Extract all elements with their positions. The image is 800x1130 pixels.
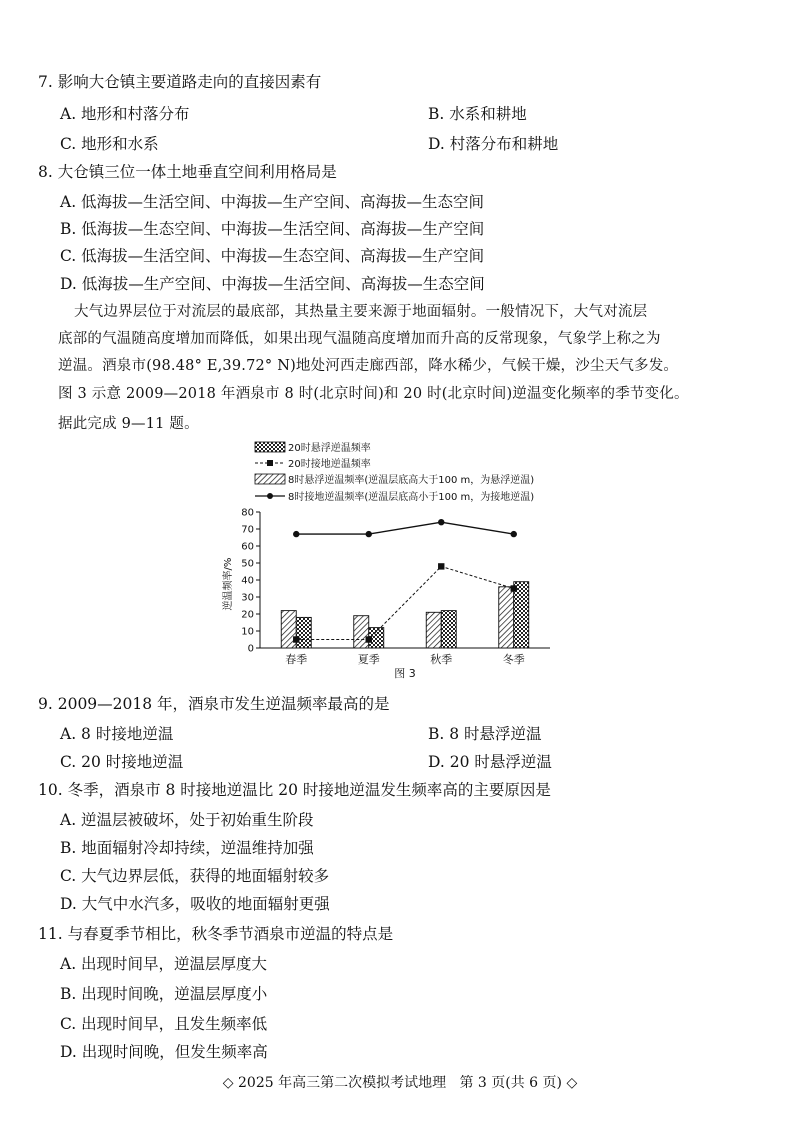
y-tick-label: 40 <box>241 575 254 587</box>
diamond-icon-left: ◇ <box>222 1075 234 1091</box>
passage-line-4: 图 3 示意 2009—2018 年酒泉市 8 时(北京时间)和 20 时(北京时间)逆温变化频率的季节变化。 <box>58 386 689 402</box>
legend-label-8h-ground: 8时接地逆温频率(逆温层底高小于100 m，为接地逆温) <box>288 492 535 503</box>
passage-line-3: 逆温。酒泉市(98.48° E,39.72° N)地处河西走廊西部，降水稀少，气候干燥，沙尘天气多发。 <box>58 358 679 374</box>
figure-3-chart <box>205 440 605 685</box>
question-10-stem: 10. 冬季，酒泉市 8 时接地逆温比 20 时接地逆温发生频率高的主要原因是 <box>38 781 551 799</box>
q8-option-b: B. 低海拔—生态空间、中海拔—生活空间、高海拔—生产空间 <box>60 220 485 238</box>
q8-option-c: C. 低海拔—生活空间、中海拔—生态空间、高海拔—生产空间 <box>60 247 485 265</box>
q11-option-c: C. 出现时间早，且发生频率低 <box>60 1015 268 1033</box>
passage-line-2: 底部的气温随高度增加而降低，如果出现气温随高度增加而升高的反常现象，气象学上称之为 <box>58 331 661 347</box>
q7-option-a: A. 地形和村落分布 <box>60 105 190 123</box>
q9-option-d: D. 20 时悬浮逆温 <box>428 753 552 771</box>
question-9-stem: 9. 2009—2018 年，酒泉市发生逆温频率最高的是 <box>38 695 390 713</box>
legend-label-20h-ground: 20时接地逆温频率 <box>288 459 371 470</box>
q11-option-a: A. 出现时间早，逆温层厚度大 <box>60 955 268 973</box>
q8-option-a: A. 低海拔—生活空间、中海拔—生产空间、高海拔—生态空间 <box>60 193 485 211</box>
q7-option-c: C. 地形和水系 <box>60 135 159 153</box>
bar-20h-suspended <box>296 617 311 648</box>
y-tick-label: 10 <box>241 626 254 638</box>
legend-marker-8h-ground <box>267 493 273 499</box>
bar-8h-suspended <box>499 587 514 648</box>
question-7-stem: 7. 影响大仓镇主要道路走向的直接因素有 <box>38 73 322 91</box>
chart-legend <box>255 441 534 503</box>
legend-swatch-20h-suspended <box>255 442 285 452</box>
legend-label-20h-suspended: 20时悬浮逆温频率 <box>288 443 371 454</box>
line-20h-ground <box>296 566 514 639</box>
line-8h-ground <box>296 522 514 534</box>
x-tick-label: 夏季 <box>357 653 380 666</box>
x-tick-label: 冬季 <box>502 653 525 666</box>
y-tick-label: 50 <box>241 558 254 570</box>
bar-8h-suspended <box>426 612 441 648</box>
q10-option-a: A. 逆温层被破坏，处于初始重生阶段 <box>60 811 314 829</box>
legend-swatch-8h-suspended <box>255 474 285 484</box>
diamond-icon-right: ◇ <box>566 1075 578 1091</box>
legend-label-8h-suspended: 8时悬浮逆温频率(逆温层底高大于100 m，为悬浮逆温) <box>288 475 535 486</box>
point-20h-ground <box>293 636 299 642</box>
y-tick-label: 20 <box>241 609 254 621</box>
bar-8h-suspended <box>354 616 369 648</box>
question-8-stem: 8. 大仓镇三位一体土地垂直空间利用格局是 <box>38 163 337 181</box>
point-8h-ground <box>293 531 299 537</box>
y-tick-label: 60 <box>241 541 254 553</box>
question-11-stem: 11. 与春夏季节相比，秋冬季节酒泉市逆温的特点是 <box>38 925 394 943</box>
y-tick-label: 0 <box>247 643 254 655</box>
y-tick-label: 80 <box>241 507 254 519</box>
x-tick-label: 春季 <box>285 653 308 666</box>
y-tick-label: 30 <box>241 592 254 604</box>
chart-bars <box>281 582 529 648</box>
passage-line-1: 大气边界层位于对流层的最底部，其热量主要来源于地面辐射。一般情况下，大气对流层 <box>74 304 648 320</box>
q11-option-d: D. 出现时间晚，但发生频率高 <box>60 1043 268 1061</box>
q9-option-b: B. 8 时悬浮逆温 <box>428 725 542 743</box>
y-axis-label: 逆温频率/% <box>223 557 234 611</box>
chart-lines <box>293 519 517 643</box>
figure-caption: 图 3 <box>394 667 416 680</box>
q10-option-c: C. 大气边界层低，获得的地面辐射较多 <box>60 867 330 885</box>
q9-option-c: C. 20 时接地逆温 <box>60 753 184 771</box>
x-tick-label: 秋季 <box>430 653 453 666</box>
q10-option-b: B. 地面辐射冷却持续，逆温维持加强 <box>60 839 314 857</box>
passage-line-5: 据此完成 9—11 题。 <box>58 416 199 432</box>
q8-option-d: D. 低海拔—生产空间、中海拔—生活空间、高海拔—生态空间 <box>60 275 485 293</box>
page-footer <box>0 1072 800 1092</box>
point-8h-ground <box>366 531 372 537</box>
point-20h-ground <box>438 563 444 569</box>
q10-option-d: D. 大气中水汽多，吸收的地面辐射更强 <box>60 895 330 913</box>
chart-x-ticks <box>285 652 525 666</box>
footer-exam-title: 2025 年高三第二次模拟考试地理 <box>238 1075 447 1091</box>
point-20h-ground <box>366 636 372 642</box>
q7-option-b: B. 水系和耕地 <box>428 105 527 123</box>
point-20h-ground <box>511 585 517 591</box>
point-8h-ground <box>438 519 444 525</box>
point-8h-ground <box>511 531 517 537</box>
q9-option-a: A. 8 时接地逆温 <box>60 725 174 743</box>
footer-page-number: 第 3 页(共 6 页) <box>459 1075 562 1091</box>
q11-option-b: B. 出现时间晚，逆温层厚度小 <box>60 985 268 1003</box>
legend-marker-20h-ground <box>267 460 273 466</box>
y-tick-label: 70 <box>241 524 254 536</box>
bar-20h-suspended <box>441 611 456 648</box>
q7-option-d: D. 村落分布和耕地 <box>428 135 559 153</box>
